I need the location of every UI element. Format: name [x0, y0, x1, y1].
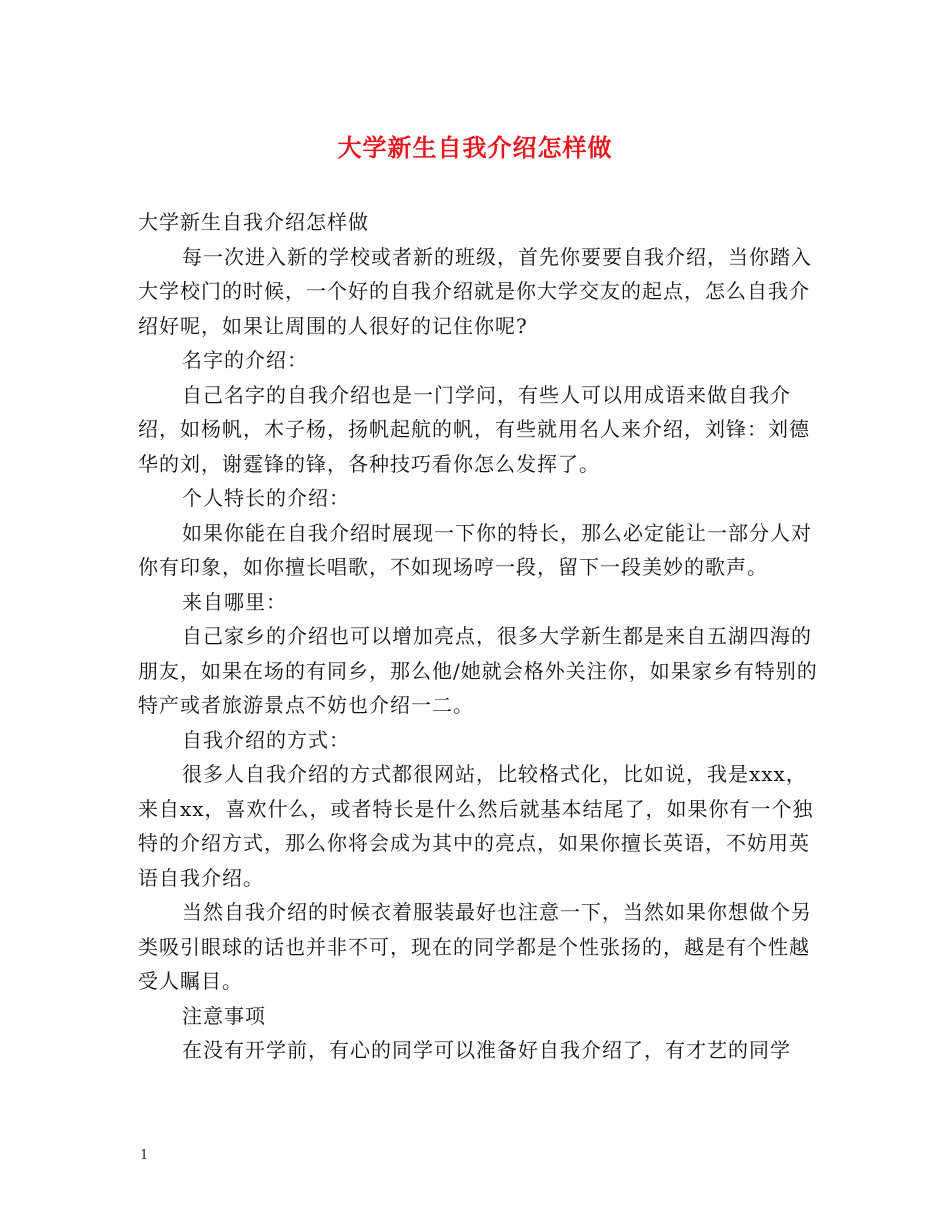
section-heading-name: 名字的介绍： [182, 348, 308, 372]
intro-paragraph: 每一次进入新的学校或者新的班级，首先你要要自我介绍，当你踏入大学校门的时候，一个好的自我介绍就是你大学交友的起点，怎么自我介绍好呢，如果让周围的人很好的记住你呢? [138, 244, 812, 338]
style-paragraph: 很多人自我介绍的方式都很网站，比较格式化，比如说，我是xxx，来自xx，喜欢什么，或者特长是什么然后就基本结尾了，如果你有一个独特的介绍方式，那么你将会成为其中的亮点，如果你擅长英语，不妨用英语自我介绍。 [138, 762, 814, 890]
section-heading-style: 自我介绍的方式： [182, 727, 350, 752]
name-paragraph: 自己名字的自我介绍也是一门学问，有些人可以用成语来做自我介绍，如杨帆，木子杨，扬帆起航的帆，有些就用名人来介绍，刘锋：刘德华的刘，谢霆锋的锋，各种技巧看你怎么发挥了。 [138, 382, 810, 476]
section-heading-notes: 注意事项 [182, 1003, 266, 1028]
origin-paragraph: 自己家乡的介绍也可以增加亮点，很多大学新生都是来自五湖四海的朋友，如果在场的有同乡，那么他/她就会格外关注你，如果家乡有特别的特产或者旅游景点不妨也介绍一二。 [138, 624, 818, 717]
subtitle-paragraph: 大学新生自我介绍怎样做 [138, 210, 369, 234]
section-heading-origin: 来自哪里： [182, 589, 287, 614]
talent-paragraph: 如果你能在自我介绍时展现一下你的特长，那么必定能让一部分人对你有印象，如你擅长唱歌，不如现场哼一段，留下一段美妙的歌声。 [138, 520, 812, 579]
page-number: 1 [140, 1148, 149, 1163]
section-heading-talent: 个人特长的介绍： [182, 486, 350, 510]
clothing-paragraph: 当然自我介绍的时候衣着服装最好也注意一下，当然如果你想做个另类吸引眼球的话也并非不可，现在的同学都是个性张扬的，越是有个性越受人瞩目。 [138, 900, 812, 993]
document-title: 大学新生自我介绍怎样做 [337, 133, 613, 162]
document-body [138, 205, 818, 1068]
notes-paragraph: 在没有开学前，有心的同学可以准备好自我介绍了，有才艺的同学 [182, 1038, 791, 1062]
